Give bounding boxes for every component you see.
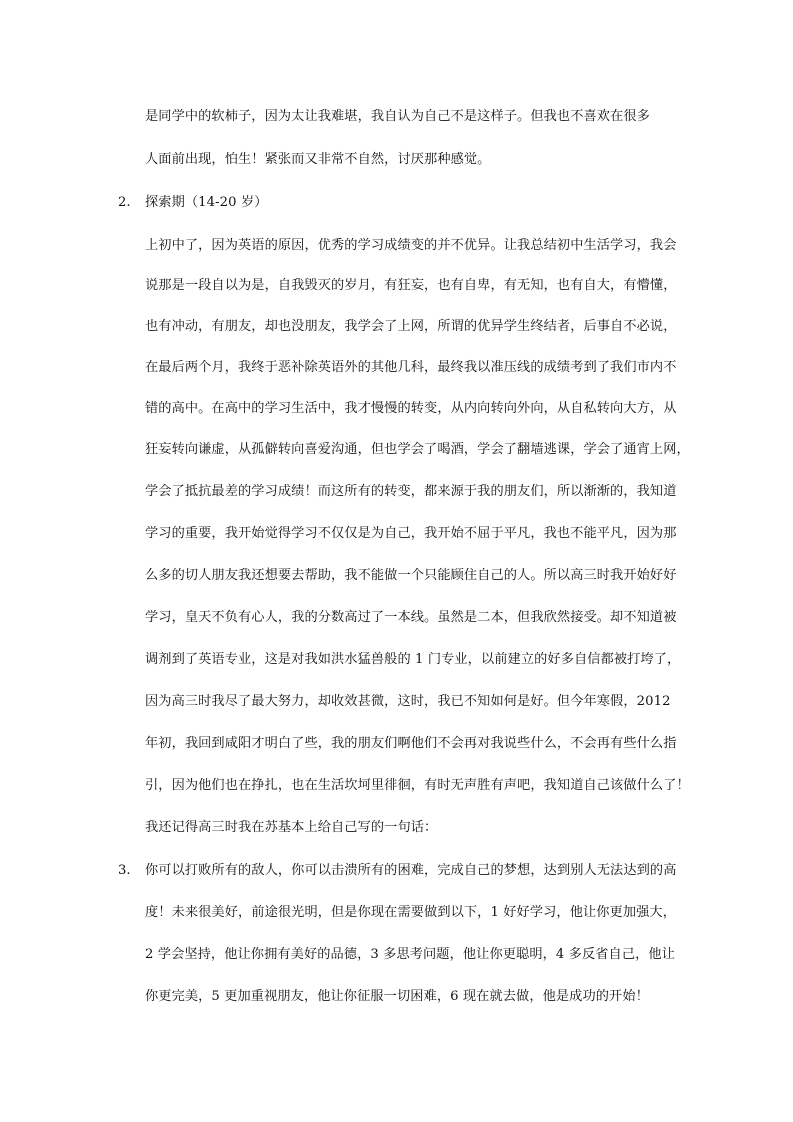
- list-number: 3.: [118, 863, 131, 878]
- paragraph-line: 因为高三时我尽了最大努力，却收效甚微，这时，我已不知如何是好。但今年寒假，2012: [145, 694, 671, 709]
- paragraph-line: 度！未来很美好，前途很光明，但是你现在需要做到以下，1 好好学习，他让你更加强大，: [145, 905, 676, 920]
- paragraph-line: 2 学会坚持，他让你拥有美好的品德，3 多思考问题，他让你更聪明，4 多反省自己，他让: [145, 947, 675, 962]
- paragraph-line: 错的高中。在高中的学习生活中，我才慢慢的转变，从内向转向外向，从自私转向大方，从: [145, 401, 677, 416]
- paragraph-line: 学习的重要，我开始觉得学习不仅仅是为自己，我开始不屈于平凡，我也不能平凡，因为那: [145, 526, 677, 541]
- paragraph-line: 你可以打败所有的敌人，你可以击溃所有的困难，完成自己的梦想，达到别人无法达到的高: [145, 863, 677, 878]
- paragraph-line: 在最后两个月，我终于恶补除英语外的其他几科，最终我以准压线的成绩考到了我们市内不: [145, 360, 677, 375]
- paragraph-line: 么多的切人朋友我还想要去帮助，我不能做一个只能顾住自己的人。所以高三时我开始好好: [145, 568, 677, 583]
- paragraph-line: 是同学中的软柿子，因为太让我难堪，我自认为自己不是这样子。但我也不喜欢在很多: [145, 109, 650, 124]
- paragraph-line: 学习，皇天不负有心人，我的分数高过了一本线。虽然是二本，但我欣然接受。却不知道被: [145, 610, 677, 625]
- paragraph-line: 狂妄转向谦虚，从孤僻转向喜爱沟通，但也学会了喝酒，学会了翻墙逃课，学会了通宵上网，: [145, 442, 690, 457]
- paragraph-line: 你更完美，5 更加重视朋友，他让你征服一切困难，6 现在就去做，他是成功的开始！: [145, 989, 649, 1004]
- list-number: 2.: [118, 195, 131, 210]
- paragraph-line: 我还记得高三时我在苏基本上给自己写的一句话：: [145, 820, 438, 835]
- paragraph-line: 也有冲动，有朋友，却也没朋友，我学会了上网，所谓的优异学生终结者，后事自不必说，: [145, 319, 677, 334]
- paragraph-line: 上初中了，因为英语的原因，优秀的学习成绩变的并不优异。让我总结初中生活学习，我会: [145, 238, 677, 253]
- paragraph-line: 年初，我回到咸阳才明白了些，我的朋友们啊他们不会再对我说些什么，不会再有些什么指: [145, 736, 677, 751]
- paragraph-line: 人面前出现，怕生！紧张而又非常不自然，讨厌那种感觉。: [145, 152, 491, 167]
- paragraph-line: 引，因为他们也在挣扎，也在生活坎坷里徘徊，有时无声胜有声吧，我知道自己该做什么了！: [145, 778, 690, 793]
- paragraph-line: 学会了抵抗最差的学习成绩！而这所有的转变，都来源于我的朋友们，所以渐渐的，我知道: [145, 484, 677, 499]
- section-heading: 探索期（14-20 岁）: [145, 195, 268, 210]
- paragraph-line: 调剂到了英语专业，这是对我如洪水猛兽般的 1 门专业，以前建立的好多自信都被打垮了，: [145, 652, 681, 667]
- paragraph-line: 说那是一段自以为是，自我毁灭的岁月，有狂妄，也有自卑，有无知，也有自大，有懵懂，: [145, 278, 677, 293]
